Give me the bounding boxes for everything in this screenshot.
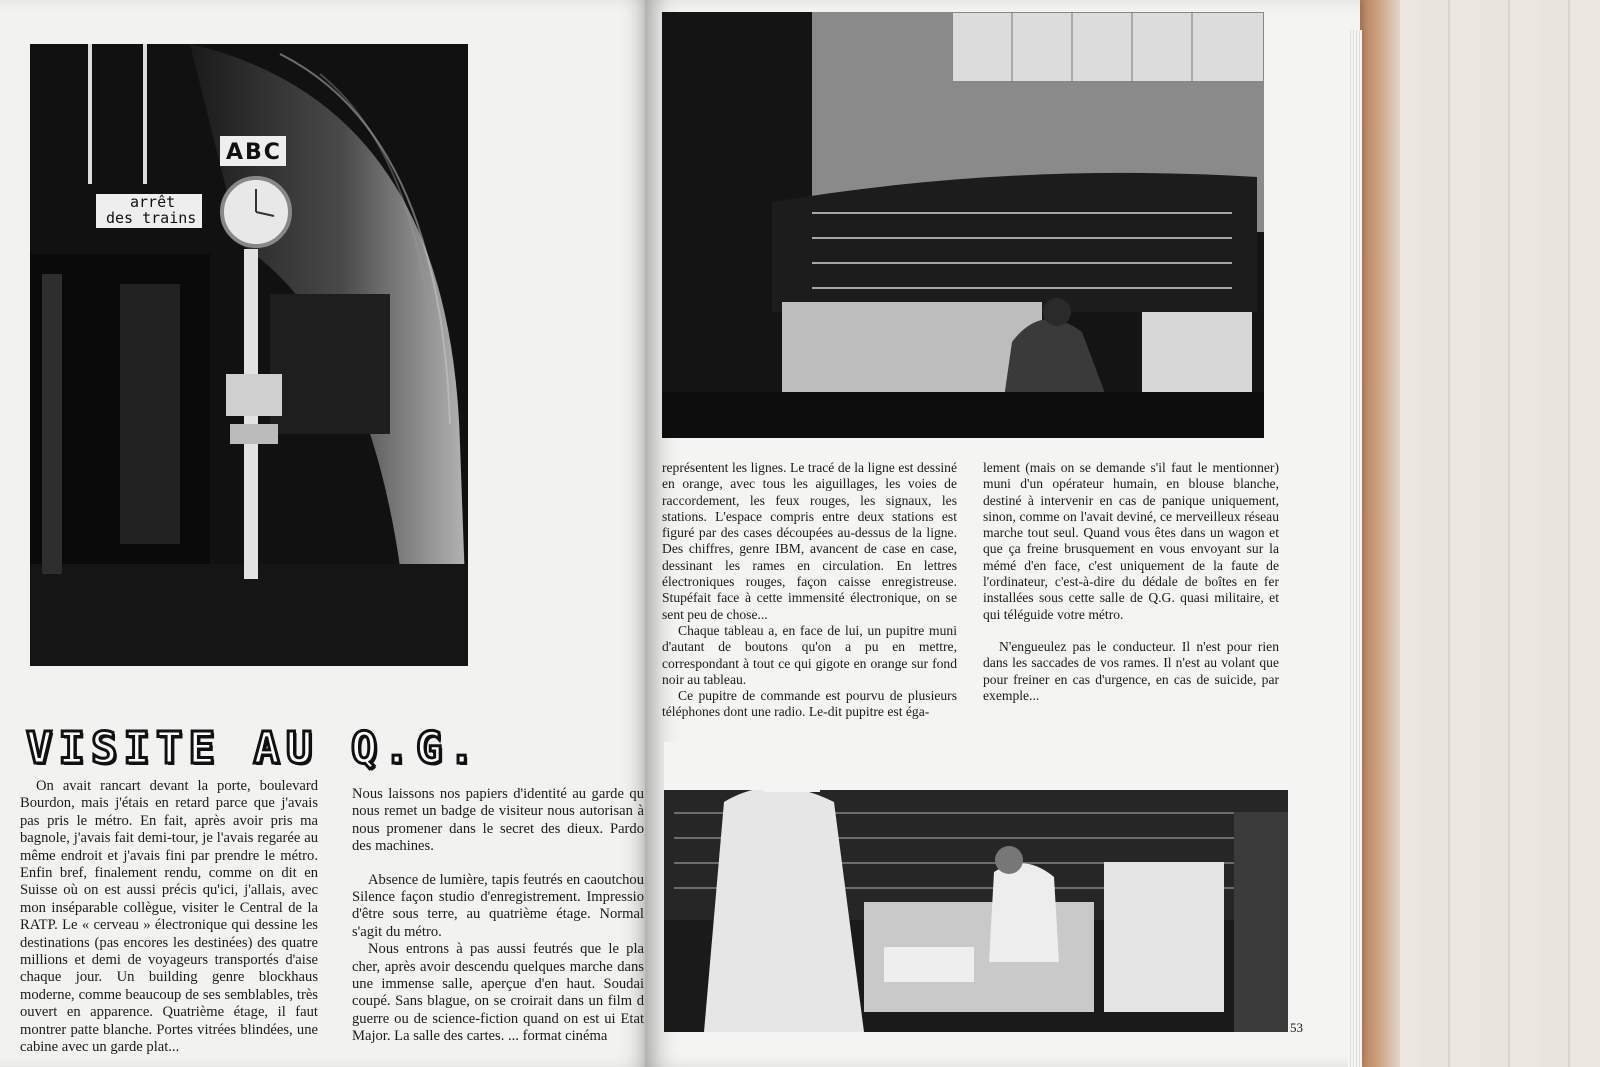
sign-arret-line2: des trains [106,209,197,227]
control-room-illustration [662,12,1264,438]
article-column-1 [20,778,318,1057]
article-column-2 [352,786,644,1046]
operators-photo [664,742,1288,1032]
sign-arret-line1: arrêt [130,193,176,211]
wood-background [1360,0,1600,1067]
article-title-text: VISITE AU Q.G. [22,724,485,774]
paragraph: On avait rancart devant la porte, boulevard Bourdon, mais j'étais en retard parce que j'avais pas pris le métro. En fait, après avoir pris ma bagnole, j'avais fait demi-tour, je l'avais regarée au même endroit et j'avais fini par prendre le métro. Enfin bref, finalement rendu, comme on dit en Suisse où on est aussi précis qu'ici, j'allais, avec mon inséparable collègue, visiter le Central de la RATP. Le « cerveau » électronique qui dessine les destinations (pas encores les destinées) des quatre millions et demi de voyageurs transportés d'aise chaque jour. Un building genre blockhaus moderne, comme beaucoup de ses semblables, très ouvert en apparence. Quatrième étage, il faut montrer patte blanche. Portes vitrées blindées, une cabine avec un garde plat... [20,778,318,1056]
control-room-photo [662,12,1264,438]
article-column-3 [662,460,957,721]
page-number: 53 [1290,1020,1303,1035]
paragraph: N'engueulez pas le conducteur. Il n'est pour rien dans les saccades de vos rames. Il n'est au volant que pour freiner en cas d'urgence, en cas de suicide, par exemple... [983,638,1279,703]
metro-platform-photo [30,44,468,666]
paragraph: Ce pupitre de commande est pourvu de plusieurs téléphones dont une radio. Le-dit pupitre est éga- [662,688,957,720]
paragraph: Absence de lumière, tapis feutrés en caoutchou Silence façon studio d'enregistrement. Impressio d'être sous terre, au quatrième étage. Normal s'agit du métro. [352,871,644,940]
article-title [22,724,485,774]
paragraph: lement (mais on se demande s'il faut le mentionner) muni d'un opérateur humain, en blouse blanche, destiné à intervenir en cas de panique uniquement, sinon, comme on l'avait deviné, ce merveilleux réseau marche tout seul. Quand vous êtes dans un wagon et que ça freine brusquement en vous envoyant sur la mémé d'en face, c'est uniquement de la faute de l'ordinateur, c'est-à-dire du dédale de boîtes en fer installées sous cette salle de Q.G. quasi militaire, et qui téléguide votre métro. [983,460,1279,622]
paragraph: représentent les lignes. Le tracé de la ligne est dessiné en orange, avec tous les aiguillages, les voies de raccordement, les feux rouges, les signaux, les stations. L'espace compris entre deux stations est figuré par des cases découpées au-dessus de la ligne. Des chiffres, genre IBM, avancent de case en case, dessinant les rames en circulation. En lettres électroniques rouges, façon caisse enregistreuse. Stupéfait face à cette immensité électronique, on se sent peu de chose... [662,460,957,622]
paragraph: Nous entrons à pas aussi feutrés que le pla cher, après avoir descendu quelques marche dans une immense salle, aperçue d'en haut. Soudai coupé. Sans blague, on se croirait dans un film d guerre ou de science-fiction quand on est ui Etat Major. La salle des cartes. ... format cinéma [352,941,644,1045]
sign-abc: ABC [226,140,282,165]
metro-platform-illustration [30,44,468,666]
article-column-4 [983,460,1279,704]
operators-illustration [664,742,1288,1032]
page-stack-edge [1348,30,1362,1067]
paragraph: Nous laissons nos papiers d'identité au garde qu nous remet un badge de visiteur nous autorisan à nous promener dans le secret des dieux. Pardo des machines. [352,786,644,855]
paragraph: Chaque tableau a, en face de lui, un pupitre muni d'autant de boutons qu'on a pu en mettre, correspondant à tout ce qui gigote en orange sur fond noir au tableau. [662,622,957,687]
